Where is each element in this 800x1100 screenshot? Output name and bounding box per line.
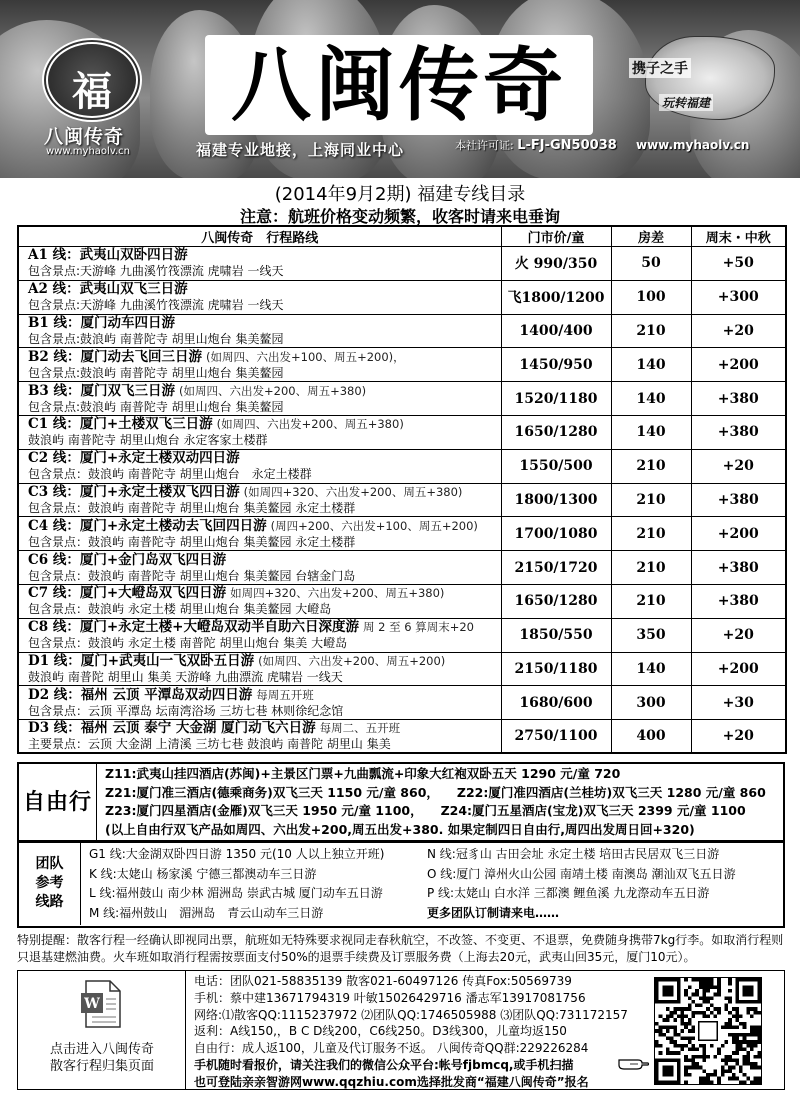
route-sights: 包含景点：鼓浪屿 永定土楼 南普陀 胡里山炮台 集美 大嶝岛 <box>28 636 348 651</box>
route-note: (如周四、六出发+200、周五+380) <box>216 417 404 432</box>
route-note: (如周四、六出发+200、周五+200) <box>258 653 446 668</box>
group-routes-right <box>427 845 782 923</box>
route-title-line <box>28 687 501 703</box>
route-price: 飞1800/1200 <box>501 280 611 314</box>
group-routes-left <box>89 845 409 923</box>
group-route: N 线:冠豸山 古田会址 永定土楼 培田古民居双飞三日游 <box>427 847 720 861</box>
route-note: 如周四+320、六出发+200、周五+380) <box>230 586 445 601</box>
route-title-line <box>28 315 501 331</box>
contact-line: 手机：蔡中建13671794319 叶敏15026429716 潘志军13917081756 <box>194 990 586 1005</box>
route-note: (如周四、六出发+200、周五+380) <box>179 383 367 398</box>
fujian-map <box>615 22 785 122</box>
col-header-weekend: 周末・中秋 <box>691 226 786 247</box>
route-note: (如周四+320、六出发+200、周五+380) <box>243 484 463 499</box>
site-url[interactable]: www.myhaolv.cn <box>636 138 750 152</box>
table-row <box>18 247 786 281</box>
route-sights: 包含景点:天游峰 九曲溪竹筏漂流 虎啸岩 一线天 <box>28 264 284 279</box>
route-sights: 鼓浪屿 南普陀 胡里山 集美 天游峰 九曲漂流 虎啸岩 一线天 <box>28 669 343 684</box>
group-route: P 线:太姥山 白水洋 三都澳 鲤鱼溪 九龙漈动车五日游 <box>427 886 710 900</box>
license <box>455 137 617 153</box>
contact-section <box>17 970 785 1090</box>
self-guided-section <box>17 762 785 842</box>
self-guided-label: 自由行 <box>19 764 97 840</box>
route-title-line <box>28 247 501 263</box>
self-guided-line <box>105 784 781 803</box>
table-row <box>18 382 786 416</box>
route-name: B3 线：厦门双飞三日游 <box>28 382 176 399</box>
route-sights: 鼓浪屿 南普陀寺 胡里山炮台 永定客家土楼群 <box>28 433 268 448</box>
route-title-line <box>28 585 501 601</box>
route-weekend-surcharge: +200 <box>691 348 786 382</box>
table-row <box>18 720 786 754</box>
contact-line: 电话：团队021-58835139 散客021-60497126 传真Fox:50569739 <box>194 974 572 988</box>
route-weekend-surcharge: +380 <box>691 415 786 449</box>
route-title-line <box>28 416 501 432</box>
route-title-line <box>28 484 501 500</box>
route-room-diff: 210 <box>611 584 691 618</box>
route-name: D3 线：福州 云顶 泰宁 大金湖 厦门动飞六日游 <box>28 720 316 737</box>
route-cell <box>18 382 501 416</box>
route-price: 1650/1280 <box>501 584 611 618</box>
group-routes-section <box>17 842 785 928</box>
table-row <box>18 551 786 585</box>
route-cell <box>18 686 501 720</box>
route-cell <box>18 551 501 585</box>
self-guided-product: Z11:武夷山挂四酒店(苏闽)+主景区门票+九曲瓢流+印象大红袍双卧五天 1290 元/童 720 <box>105 766 621 781</box>
group-routes-label <box>19 843 81 925</box>
route-weekend-surcharge: +30 <box>691 686 786 720</box>
route-name: C3 线：厦门+永定土楼双飞四日游 <box>28 483 240 500</box>
route-name: D1 线：厦门+武夷山一飞双卧五日游 <box>28 652 255 669</box>
route-price: 2150/1180 <box>501 652 611 686</box>
route-name: B1 线：厦门动车四日游 <box>28 314 176 331</box>
table-row <box>18 517 786 551</box>
self-guided-line <box>105 802 781 821</box>
route-room-diff: 100 <box>611 280 691 314</box>
route-cell <box>18 652 501 686</box>
route-cell <box>18 348 501 382</box>
col-header-route: 八闽传奇 行程路线 <box>18 226 501 247</box>
route-sights: 包含景点：鼓浪屿 南普陀寺 胡里山炮台 集美鳌园 台辖金门岛 <box>28 568 356 583</box>
map-slogan: 携子之手 <box>629 58 691 78</box>
map-slogan-secondary: 玩转福建 <box>659 94 713 111</box>
table-row <box>18 584 786 618</box>
route-room-diff: 210 <box>611 314 691 348</box>
route-price: 火 990/350 <box>501 247 611 281</box>
route-title-line <box>28 281 501 297</box>
route-cell <box>18 415 501 449</box>
route-room-diff: 210 <box>611 483 691 517</box>
route-price: 1550/500 <box>501 449 611 483</box>
special-notice: 特别提醒：散客行程一经确认即视同出票，航班如无特殊要求视同走春秋航空，不改签、不变更、不退票，免费随身携带7kg行李。如取消行程则只退基建燃油费。火车班如取消行程需按票面支付50%的退票手续费及订票服务费（上海去20元，武夷山回35元，厦门10元）。 <box>17 933 784 964</box>
route-sights: 包含景点:鼓浪屿 南普陀寺 胡里山炮台 集美鳌园 <box>28 399 284 414</box>
group-label-line: 参考 <box>35 875 64 891</box>
route-price: 1450/950 <box>501 348 611 382</box>
route-weekend-surcharge: +20 <box>691 618 786 652</box>
group-label-line: 团队 <box>35 856 64 872</box>
route-weekend-surcharge: +20 <box>691 720 786 754</box>
brand-title: 八闽传奇 <box>205 35 593 135</box>
document-link-caption[interactable] <box>22 1041 182 1075</box>
route-note: (如周四、六出发+100、周五+200)， <box>206 349 405 364</box>
route-name: D2 线：福州 云顶 平潭岛双动四日游 <box>28 686 253 703</box>
pointing-hand-icon <box>618 1055 650 1071</box>
table-row <box>18 686 786 720</box>
route-sights: 包含景点：鼓浪屿 南普陀寺 胡里山炮台 集美鳌园 永定土楼群 <box>28 534 356 549</box>
route-name: B2 线：厦门动去飞回三日游 <box>28 348 203 365</box>
route-name: C7 线：厦门+大嶝岛双飞四日游 <box>28 585 227 602</box>
route-price: 1700/1080 <box>501 517 611 551</box>
table-header-row <box>18 226 786 247</box>
route-note: 每周五开班 <box>256 687 314 702</box>
group-route: M 线:福州鼓山 湄洲岛 青云山动车三日游 <box>89 905 324 920</box>
route-weekend-surcharge: +20 <box>691 449 786 483</box>
route-sights: 包含景点:鼓浪屿 南普陀寺 胡里山炮台 集美鳌园 <box>28 365 284 380</box>
catalog-title: (2014年9月2期) 福建专线目录 <box>274 184 526 205</box>
self-guided-line <box>105 765 781 784</box>
route-weekend-surcharge: +300 <box>691 280 786 314</box>
route-sights: 包含景点：鼓浪屿 永定土楼 胡里山炮台 集美鳌园 大嶝岛 <box>28 602 332 617</box>
route-room-diff: 50 <box>611 247 691 281</box>
route-room-diff: 140 <box>611 415 691 449</box>
route-title-line <box>28 552 501 568</box>
table-row <box>18 348 786 382</box>
table-row <box>18 618 786 652</box>
self-guided-product: Z22:厦门准四酒店(兰桂坊)双飞三天 1280 元/童 860 <box>456 784 766 800</box>
table-row <box>18 280 786 314</box>
logo-url[interactable]: www.myhaolv.cn <box>46 146 130 157</box>
route-name: C1 线：厦门+土楼双飞三日游 <box>28 416 213 433</box>
document-caption-line: 点击进入八闽传奇 <box>49 1042 154 1057</box>
wechat-qr-code[interactable] <box>654 977 762 1085</box>
route-room-diff: 400 <box>611 720 691 754</box>
route-price: 1800/1300 <box>501 483 611 517</box>
self-guided-lines <box>105 765 781 839</box>
route-title-line <box>28 653 501 669</box>
route-sights: 包含景点:天游峰 九曲溪竹筏漂流 虎啸岩 一线天 <box>28 298 284 313</box>
self-guided-line <box>105 821 781 840</box>
route-room-diff: 300 <box>611 686 691 720</box>
route-weekend-surcharge: +50 <box>691 247 786 281</box>
route-name: C6 线：厦门+金门岛双飞四日游 <box>28 551 227 568</box>
logo-name: 八闽传奇 <box>44 126 125 148</box>
col-header-room: 房差 <box>611 226 691 247</box>
route-title-line <box>28 450 501 466</box>
route-weekend-surcharge: +380 <box>691 382 786 416</box>
route-room-diff: 350 <box>611 618 691 652</box>
group-route: K 线:太姥山 杨家溪 宁德三都澳动车三日游 <box>89 866 317 881</box>
more-groups-text: 更多团队订制请来电…… <box>427 905 560 920</box>
route-sights: 主要景点：云顶 大金湖 上清溪 三坊七巷 鼓浪屿 南普陀 胡里山 集美 <box>28 737 391 752</box>
route-rows <box>18 247 786 754</box>
route-weekend-surcharge: +20 <box>691 314 786 348</box>
route-title-line <box>28 518 501 534</box>
contact-line: 网络:⑴散客QQ:1115237972 ⑵团队QQ:1746505988 ⑶团队QQ:731172157 <box>194 1007 628 1022</box>
route-sights: 包含景点：鼓浪屿 南普陀寺 胡里山炮台 集美鳌园 永定土楼群 <box>28 500 356 515</box>
route-name: C2 线：厦门+永定土楼双动四日游 <box>28 450 240 467</box>
route-room-diff: 140 <box>611 348 691 382</box>
route-weekend-surcharge: +200 <box>691 517 786 551</box>
route-weekend-surcharge: +380 <box>691 483 786 517</box>
route-title-line <box>28 619 501 635</box>
route-sights: 包含景点:鼓浪屿 南普陀寺 胡里山炮台 集美鳌园 <box>28 331 284 346</box>
route-cell <box>18 314 501 348</box>
price-notice: 注意：航班价格变动频繁，收客时请来电垂询 <box>239 207 560 226</box>
group-label-line: 线路 <box>35 894 64 910</box>
route-sights: 包含景点：云顶 平潭岛 坛南湾浴场 三坊七巷 林则徐纪念馆 <box>28 703 344 718</box>
route-price: 1650/1280 <box>501 415 611 449</box>
logo[interactable] <box>32 38 154 124</box>
route-table <box>17 225 787 754</box>
group-route: L 线:福州鼓山 南少林 湄洲岛 崇武古城 厦门动车五日游 <box>89 886 383 900</box>
route-title-line <box>28 383 501 399</box>
contact-lines <box>194 973 644 1091</box>
route-room-diff: 140 <box>611 382 691 416</box>
route-name: A2 线：武夷山双飞三日游 <box>28 281 188 298</box>
route-weekend-surcharge: +200 <box>691 652 786 686</box>
svg-text:W: W <box>84 996 100 1012</box>
route-cell <box>18 584 501 618</box>
table-row <box>18 415 786 449</box>
group-route: O 线:厦门 漳州火山公园 南靖土楼 南澳岛 潮汕双飞五日游 <box>427 866 736 881</box>
word-document-icon[interactable] <box>80 979 122 1029</box>
license-label: 本社许可证: <box>455 139 514 152</box>
route-name: A1 线：武夷山双卧四日游 <box>28 247 188 264</box>
route-note: (周四+200、六出发+100、周五+200) <box>270 518 478 533</box>
route-room-diff: 210 <box>611 449 691 483</box>
table-row <box>18 483 786 517</box>
route-cell <box>18 720 501 754</box>
contact-line: 返利：A线150,，B C D线200，C6线250。D3线300，儿童均返150 <box>194 1024 567 1039</box>
route-price: 1850/550 <box>501 618 611 652</box>
contact-line: 也可登陆亲亲智游网www.qqzhiu.com选择批发商“福建八闽传奇”报名 <box>194 1074 589 1089</box>
group-route: G1 线:大金湖双卧四日游 1350 元(10 人以上独立开班) <box>89 847 385 861</box>
route-cell <box>18 483 501 517</box>
document-link[interactable] <box>18 971 186 1089</box>
route-room-diff: 210 <box>611 517 691 551</box>
route-cell <box>18 247 501 281</box>
self-guided-product: Z24:厦门五星酒店(宝龙)双飞三天 2399 元/童 1100 <box>440 803 746 818</box>
contact-line: 自由行：成人返100，儿童及代订服务不返。 八闽传奇QQ群:229226284 <box>194 1041 589 1056</box>
route-price: 1680/600 <box>501 686 611 720</box>
self-guided-product: Z21:厦门准三酒店(德乘商务)双飞三天 1150 元/童 860， <box>105 784 439 800</box>
self-guided-product: Z23:厦门四星酒店(金雁)双飞三天 1950 元/童 1100， <box>105 803 423 818</box>
tagline: 福建专业地接，上海同业中心 <box>196 141 405 159</box>
table-row <box>18 652 786 686</box>
route-weekend-surcharge: +380 <box>691 551 786 585</box>
route-cell <box>18 280 501 314</box>
col-header-price: 门市价/童 <box>501 226 611 247</box>
route-price: 2150/1720 <box>501 551 611 585</box>
route-name: C8 线：厦门+永定土楼+大嶝岛双动半自助六日深度游 <box>28 619 359 636</box>
license-number: L-FJ-GN50038 <box>517 138 617 153</box>
table-row <box>18 449 786 483</box>
contact-line: 手机随时看报价，请关注我们的微信公众平台:帐号fjbmcq,或手机扫描 <box>194 1057 574 1072</box>
route-title-line <box>28 349 501 365</box>
route-cell <box>18 449 501 483</box>
route-title-line <box>28 720 501 736</box>
route-note: 每周二、五开班 <box>319 721 401 736</box>
route-price: 1520/1180 <box>501 382 611 416</box>
route-price: 2750/1100 <box>501 720 611 754</box>
route-note: 周 2 至 6 算周末+20 <box>362 620 474 635</box>
route-room-diff: 210 <box>611 551 691 585</box>
header-banner <box>0 0 800 178</box>
route-room-diff: 140 <box>611 652 691 686</box>
document-caption-line: 散客行程归集页面 <box>49 1059 154 1074</box>
route-cell <box>18 618 501 652</box>
route-cell <box>18 517 501 551</box>
table-row <box>18 314 786 348</box>
logo-icon: 福 <box>42 38 142 122</box>
self-guided-product: (以上自由行双飞产品如周四、六出发+200,周五出发+380. 如果定制四日自由行,周四出发周日回+320) <box>105 821 695 837</box>
route-sights: 包含景点：鼓浪屿 南普陀寺 胡里山炮台 永定土楼群 <box>28 467 312 482</box>
route-price: 1400/400 <box>501 314 611 348</box>
route-name: C4 线：厦门+永定土楼动去飞回四日游 <box>28 517 267 534</box>
route-weekend-surcharge: +380 <box>691 584 786 618</box>
